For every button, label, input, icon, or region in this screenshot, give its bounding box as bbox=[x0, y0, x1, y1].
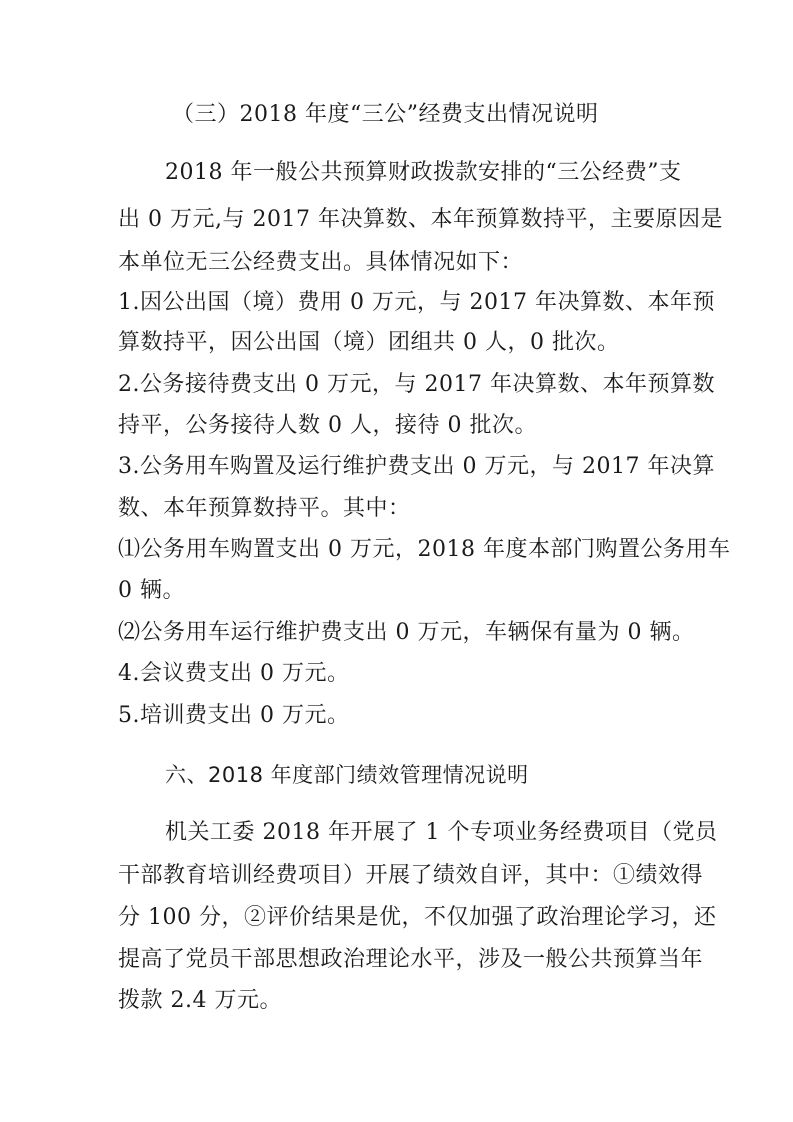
list-item-line: 0 辆。 bbox=[118, 578, 185, 603]
section-three-heading: （三）2018 年度“三公”经费支出情况说明 bbox=[172, 102, 599, 127]
list-item-line: 3.公务用车购置及运行维护费支出 0 万元，与 2017 年决算 bbox=[118, 454, 715, 479]
paragraph-line: 出 0 万元,与 2017 年决算数、本年预算数持平，主要原因是 bbox=[118, 207, 723, 232]
list-item-line: 算数持平，因公出国（境）团组共 0 人，0 批次。 bbox=[118, 330, 620, 355]
list-item-line: 5.培训费支出 0 万元。 bbox=[118, 703, 350, 728]
list-item-line: ⑴公务用车购置支出 0 万元，2018 年度本部门购置公务用车 bbox=[118, 537, 731, 562]
list-item-line: 持平，公务接待人数 0 人，接待 0 批次。 bbox=[118, 413, 537, 438]
paragraph-line: 本单位无三公经费支出。具体情况如下： bbox=[118, 250, 524, 275]
paragraph-line: 拨款 2.4 万元。 bbox=[118, 988, 282, 1013]
list-item-line: 数、本年预算数持平。其中： bbox=[118, 496, 411, 521]
list-item-line: 4.会议费支出 0 万元。 bbox=[118, 661, 350, 686]
paragraph-line: 提高了党员干部思想政治理论水平，涉及一般公共预算当年 bbox=[118, 947, 704, 972]
list-item-line: 2.公务接待费支出 0 万元，与 2017 年决算数、本年预算数 bbox=[118, 372, 715, 397]
section-six-heading: 六、2018 年度部门绩效管理情况说明 bbox=[165, 763, 529, 787]
paragraph-line: 分 100 分，②评价结果是优，不仅加强了政治理论学习，还 bbox=[118, 905, 717, 930]
list-item-line: ⑵公务用车运行维护费支出 0 万元，车辆保有量为 0 辆。 bbox=[118, 620, 695, 645]
paragraph-line: 2018 年一般公共预算财政拨款安排的“三公经费”支 bbox=[165, 160, 682, 185]
paragraph-line: 干部教育培训经费项目）开展了绩效自评，其中：①绩效得 bbox=[118, 863, 704, 888]
paragraph-line: 机关工委 2018 年开展了 1 个专项业务经费项目（党员 bbox=[165, 820, 718, 845]
list-item-line: 1.因公出国（境）费用 0 万元，与 2017 年决算数、本年预 bbox=[118, 290, 715, 315]
